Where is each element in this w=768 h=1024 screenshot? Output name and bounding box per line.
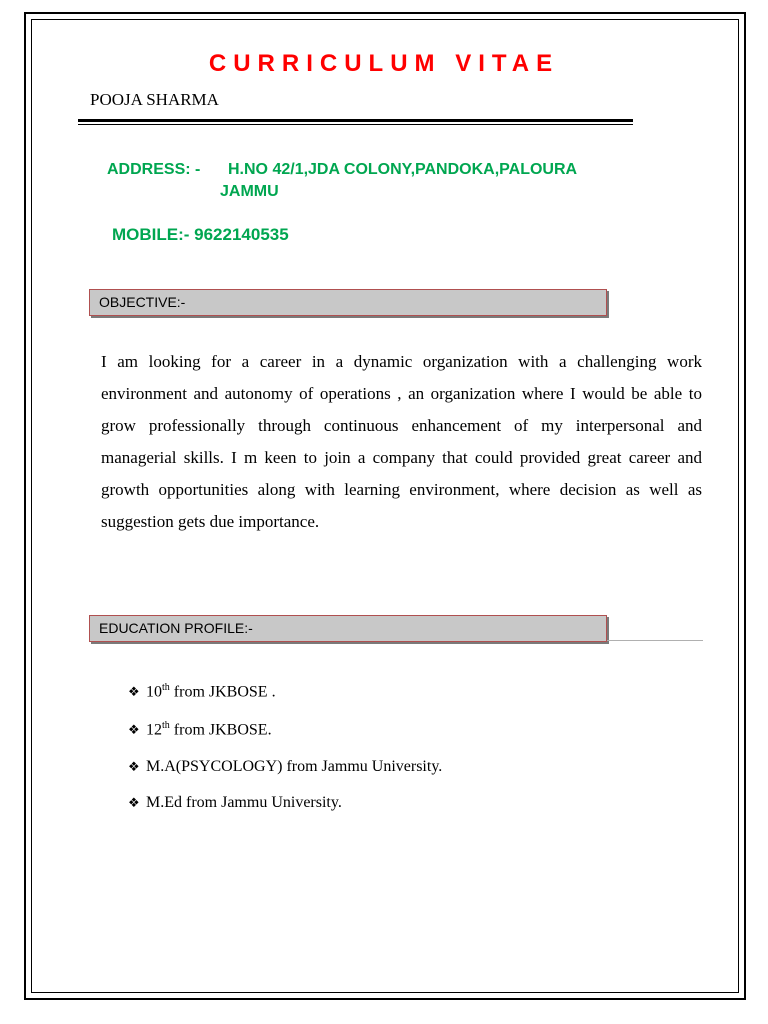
diamond-bullet-icon: ❖ [128, 722, 140, 738]
mobile-number: MOBILE:- 9622140535 [112, 225, 289, 244]
candidate-name: POOJA SHARMA [90, 90, 219, 109]
list-item: ❖ 10th from JKBOSE . [128, 682, 276, 701]
list-item: ❖ 12th from JKBOSE. [128, 720, 272, 739]
address-label: ADDRESS: - [107, 161, 201, 178]
list-item: ❖ M.A(PSYCOLOGY) from Jammu University. [128, 758, 443, 775]
objective-text: I am looking for a career in a dynamic organization with a challenging work environment and autonomy of operations , an organization where I would be able to grow professionally through continuous enhancement of my interpersonal and managerial skills. I m keen to join a company that could provided great career and growth opportunities along with learning environment, where decision as well as suggestion gets due importance. [101, 352, 702, 531]
education-rule [607, 640, 703, 641]
diamond-bullet-icon: ❖ [128, 795, 140, 810]
header-rule-thin [78, 124, 633, 125]
list-item: ❖ M.Ed from Jammu University. [128, 794, 342, 811]
education-heading: EDUCATION PROFILE:- [89, 615, 607, 642]
address-line-1: H.NO 42/1,JDA COLONY,PANDOKA,PALOURA [228, 161, 578, 178]
objective-heading: OBJECTIVE:- [89, 289, 607, 316]
document-title: CURRICULUM VITAE [208, 50, 560, 77]
diamond-bullet-icon: ❖ [128, 759, 140, 774]
diamond-bullet-icon: ❖ [128, 684, 140, 700]
address-line-2: JAMMU [220, 183, 279, 200]
header-rule-thick [78, 119, 633, 122]
